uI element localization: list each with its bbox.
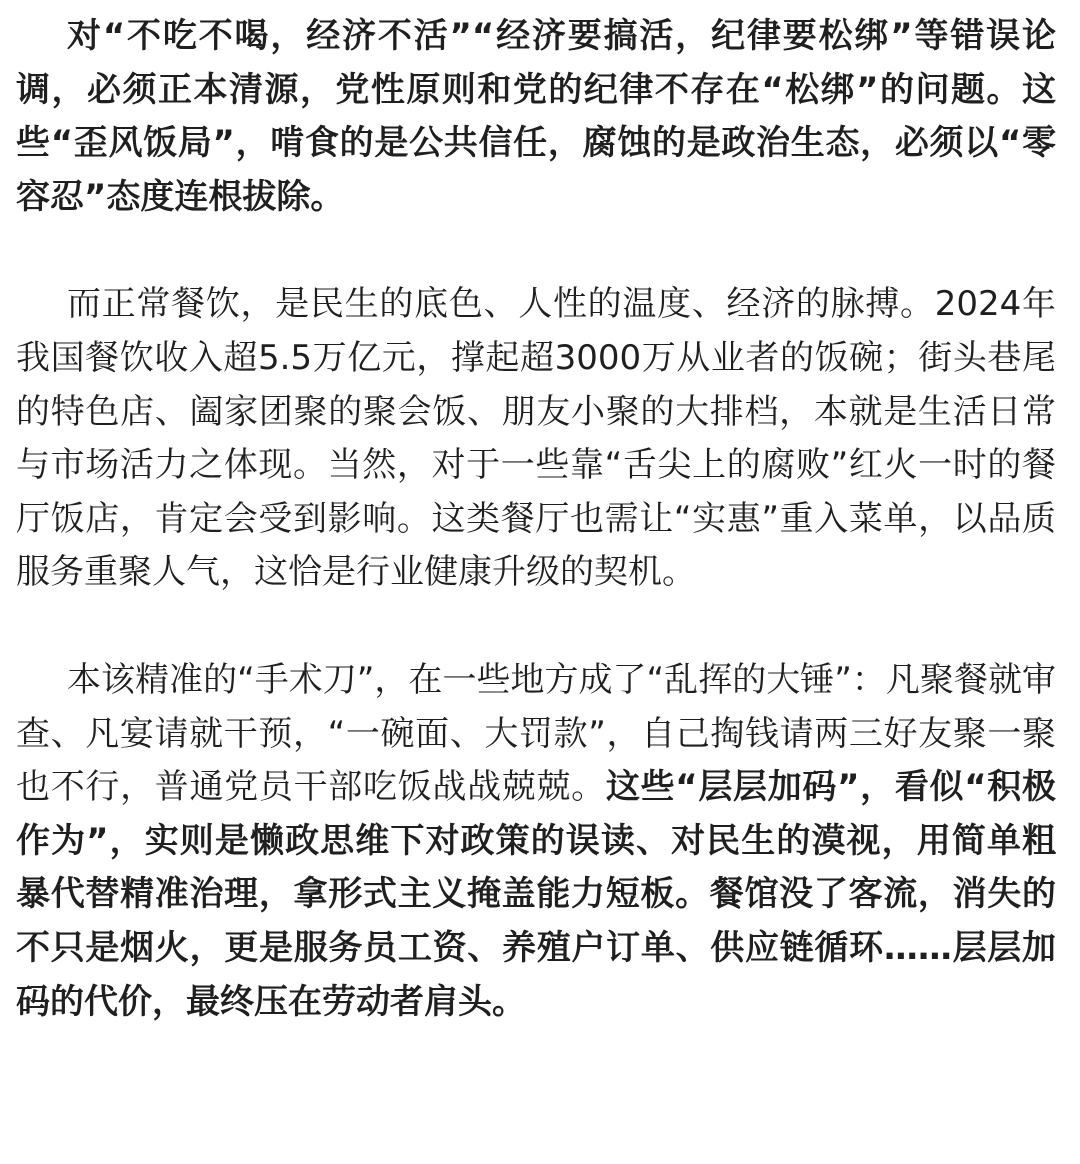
paragraph-2 — [16, 278, 1056, 600]
paragraph-3-text-regular: 本该精准的“手术刀”，在一些地方成了“乱挥的大锤”：凡聚餐就审查、凡宴请就干预，“一碗面、大罚款”，自己掏钱请两三好友聚一聚也不行，普通党员干部吃饭战战兢兢。 — [16, 659, 1056, 808]
paragraph-2-text: 而正常餐饮，是民生的底色、人性的温度、经济的脉搏。2024年我国餐饮收入超5.5万亿元，撑起超3000万从业者的饭碗；街头巷尾的特色店、阖家团聚的聚会饭、朋友小聚的大排档，本就是生活日常与市场活力之体现。当然，对于一些靠“舌尖上的腐败”红火一时的餐厅饭店，肯定会受到影响。这类餐厅也需让“实惠”重入菜单，以品质服务重聚人气，这恰是行业健康升级的契机。 — [16, 284, 1056, 593]
paragraph-1 — [16, 10, 1056, 224]
article-body — [16, 10, 1056, 1029]
paragraph-3-text-bold: 这些“层层加码”，看似“积极作为”，实则是懒政思维下对政策的误读、对民生的漠视，用简单粗暴代替精准治理，拿形式主义掩盖能力短板。餐馆没了客流，消失的不只是烟火，更是服务员工资、养殖户订单、供应链循环……层层加码的代价，最终压在劳动者肩头。 — [16, 767, 1056, 1022]
paragraph-1-text: 对“不吃不喝，经济不活”“经济要搞活，纪律要松绑”等错误论调，必须正本清源，党性原则和党的纪律不存在“松绑”的问题。这些“歪风饭局”，啃食的是公共信任，腐蚀的是政治生态，必须以“零容忍”态度连根拔除。 — [16, 16, 1056, 217]
paragraph-3 — [16, 654, 1056, 1029]
